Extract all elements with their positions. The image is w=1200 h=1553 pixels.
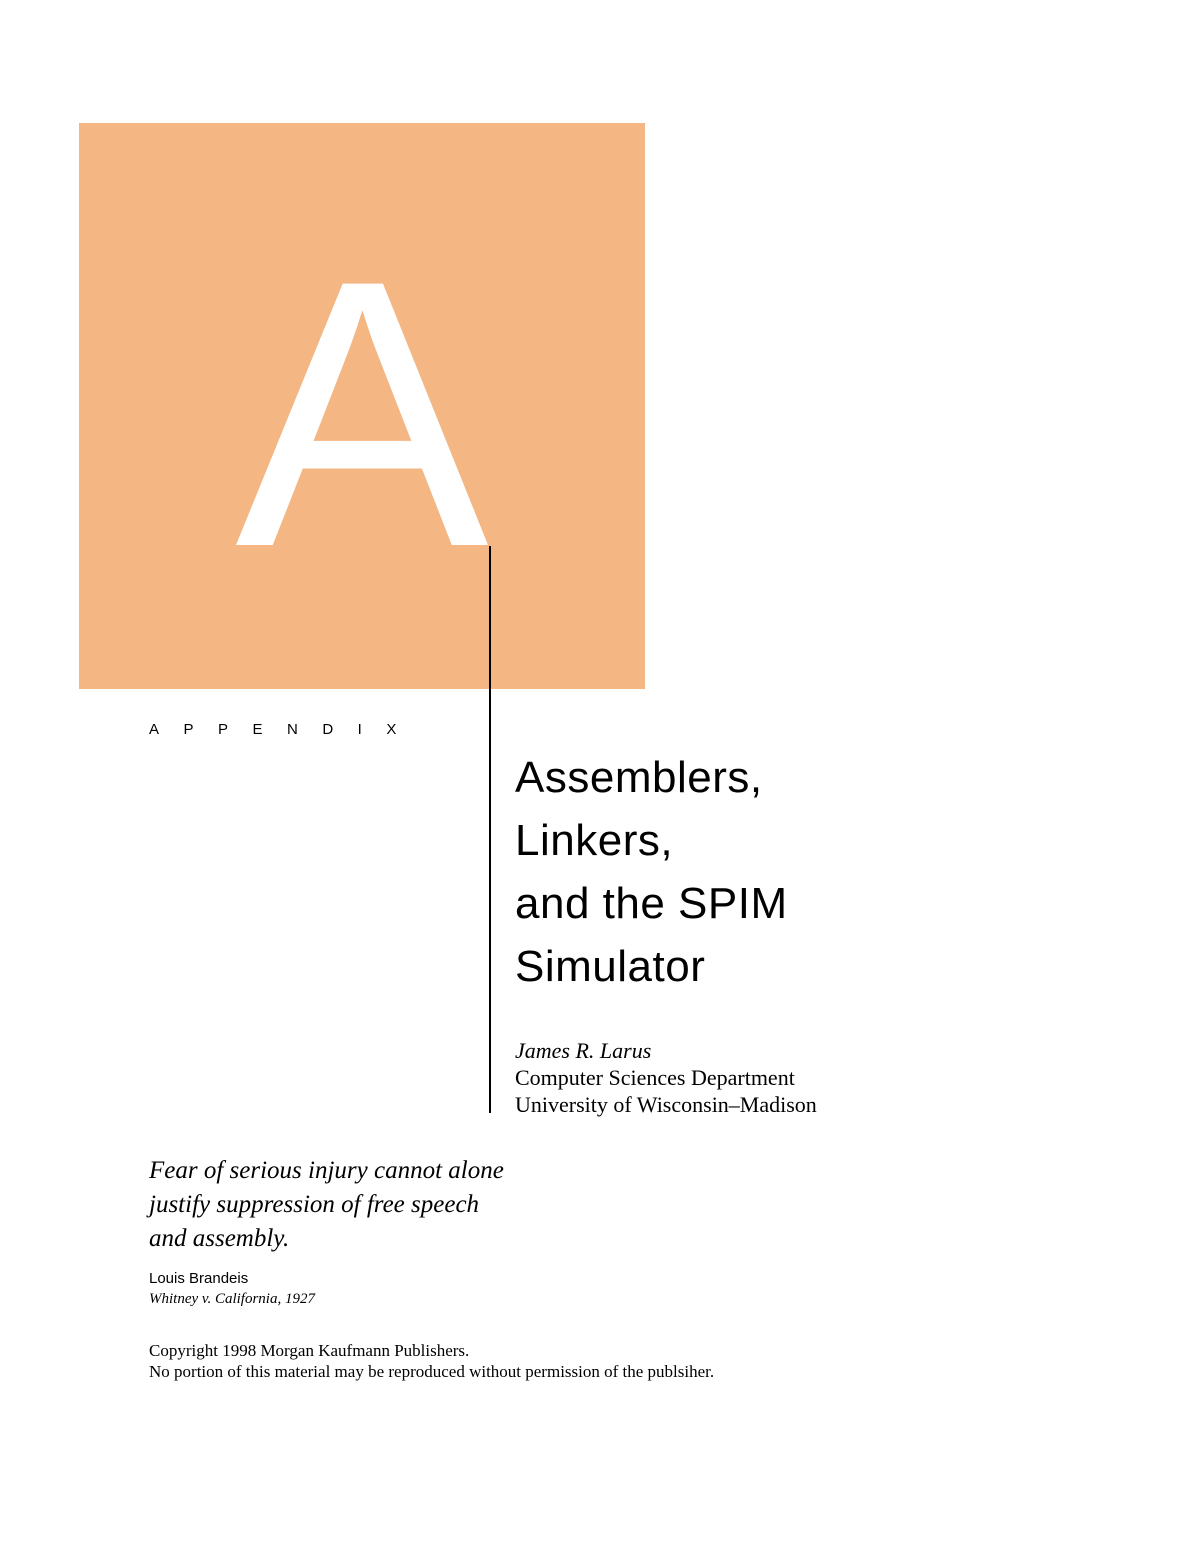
epigraph-line: and assembly. xyxy=(149,1225,290,1252)
author-name: James R. Larus xyxy=(515,1038,652,1063)
epigraph-line: Fear of serious injury cannot alone xyxy=(149,1157,504,1184)
title-line: Linkers, xyxy=(515,816,674,865)
attribution-source: Whitney v. California, 1927 xyxy=(149,1291,315,1307)
title-line: Assemblers, xyxy=(515,753,763,802)
author-university: University of Wisconsin–Madison xyxy=(515,1092,817,1117)
epigraph-quote xyxy=(149,1154,504,1256)
attribution-name: Louis Brandeis xyxy=(149,1270,249,1287)
author-block xyxy=(515,1037,817,1118)
author-department: Computer Sciences Department xyxy=(515,1065,795,1090)
chapter-letter xyxy=(79,123,645,689)
vertical-rule xyxy=(489,546,491,1113)
epigraph-attribution xyxy=(149,1269,315,1309)
epigraph-line: justify suppression of free speech xyxy=(149,1191,480,1218)
chapter-letter-text: A xyxy=(235,201,489,626)
chapter-title xyxy=(515,746,788,998)
copyright-line: No portion of this material may be reproduced without permission of the publsiher. xyxy=(149,1362,715,1381)
appendix-label: APPENDIX xyxy=(149,721,421,738)
copyright-line: Copyright 1998 Morgan Kaufmann Publishers. xyxy=(149,1341,470,1360)
title-line: Simulator xyxy=(515,942,706,991)
copyright-notice xyxy=(149,1340,714,1382)
title-line: and the SPIM xyxy=(515,879,788,928)
